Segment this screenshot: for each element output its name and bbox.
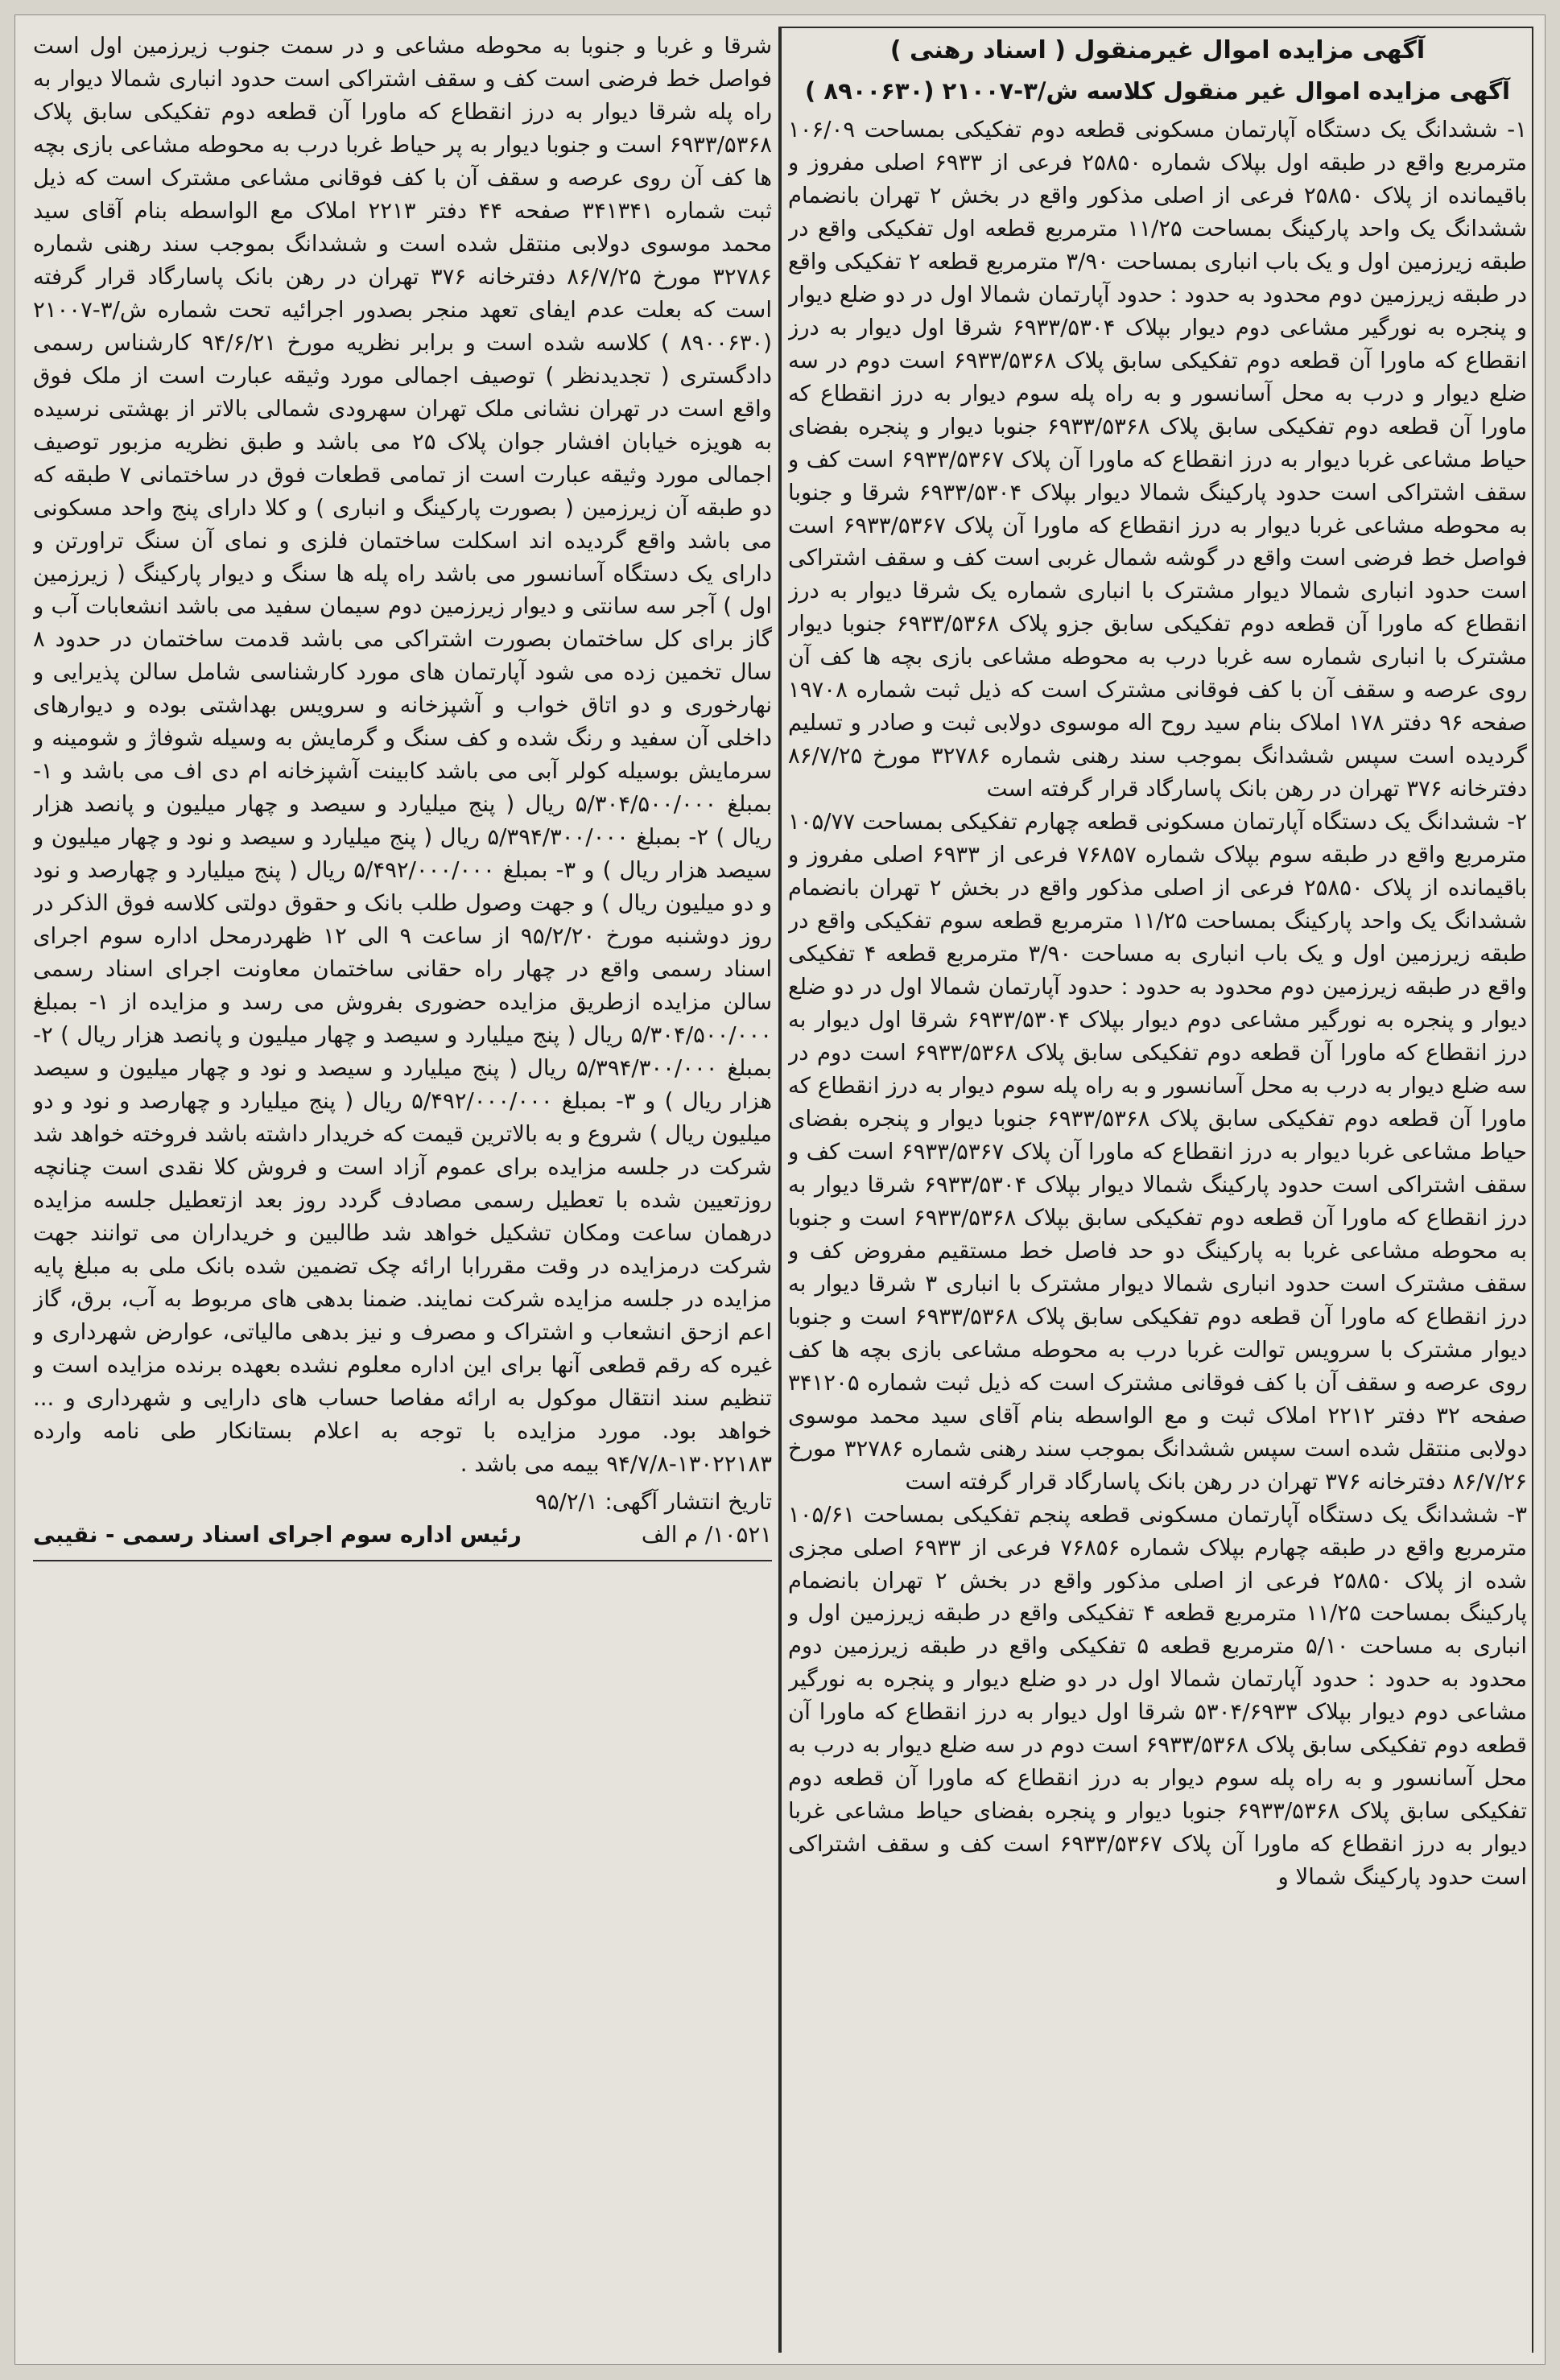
ad-subtitle: آگهی مزایده اموال غیر منقول کلاسه ش/۳-۲۱۰۰۷ (۸۹۰۰۶۳۰ )	[805, 76, 1510, 105]
footer-rule	[33, 1560, 772, 1561]
property-item-2: ۲- ششدانگ یک دستگاه آپارتمان مسکونی قطعه چهارم تفکیکی بمساحت ۱۰۵/۷۷ مترمربع واقع در طبقه سوم بپلاک شماره ۷۶۸۵۷ فرعی از ۶۹۳۳ اصلی مفروز و باقیمانده از پلاک ۲۵۸۵۰ فرعی از اصلی مذکور واقع در بخش ۲ تهران بانضمام ششدانگ یک واحد پارکینگ بمساحت ۱۱/۲۵ مترمربع قطعه سوم تفکیکی واقع در طبقه زیرزمین اول و یک باب انباری به مساحت ۳/۹۰ مترمربع قطعه ۴ تفکیکی واقع در طبقه زیرزمین دوم محدود به حدود : حدود آپارتمان شمالا اول در دو ضلع دیوار و پنجره به نورگیر مشاعی دوم دیوار بپلاک ۶۹۳۳/۵۳۰۴ شرقا اول دیوار به درز انقطاع که ماورا آن قطعه دوم تفکیکی سابق پلاک ۶۹۳۳/۵۳۶۸ است دوم در سه ضلع دیوار به درب به محل آسانسور و به راه پله سوم دیوار به درز انقطاع که ماورا آن قطعه دوم تفکیکی سابق پلاک ۶۹۳۳/۵۳۶۸ جنوبا دیوار و پنجره بفضای حیاط مشاعی غربا دیوار به درز انقطاع که ماورا آن پلاک ۶۹۳۳/۵۳۶۷ است کف و سقف اشتراکی است حدود پارکینگ شمالا دیوار بپلاک ۶۹۳۳/۵۳۰۴ شرقا دیوار به درز انقطاع که ماورا آن قطعه دوم تفکیکی سابق بپلاک ۶۹۳۳/۵۳۶۸ است و جنوبا به محوطه مشاعی غربا به پارکینگ دو حد فاصل خط مستقیم مفروض کف و سقف مشترک است حدود انباری شمالا دیوار مشترک با انباری ۳ شرقا دیوار به درز انقطاع که ماورا آن قطعه دوم تفکیکی سابق پلاک ۶۹۳۳/۵۳۶۸ است و جنوبا دیوار مشترک با سرویس توالت غربا درب به محوطه مشاعی بازی بچه ها کف روی عرصه و سقف آن با کف فوقانی مشترک است که ذیل ثبت شماره ۳۴۱۲۰۵ صفحه ۳۲ دفتر ۲۲۱۲ املاک ثبت و مع الواسطه بنام آقای سید محمد موسوی دولابی منتقل شده است سپس ششدانگ بموجب سند رهنی شماره ۳۲۷۸۶ مورخ ۸۶/۷/۲۶ دفترخانه ۳۷۶ تهران در رهن بانک پاسارگاد قرار گرفته است	[788, 809, 1527, 1495]
ad-footer	[33, 1486, 772, 1561]
right-column	[788, 33, 1527, 2346]
newspaper-clipping	[14, 14, 1546, 2365]
publish-date: تاریخ انتشار آگهی: ۹۵/۲/۱	[535, 1488, 772, 1515]
signature: رئیس اداره سوم اجرای اسناد رسمی - نقیبی	[33, 1521, 522, 1548]
left-column	[33, 30, 772, 2346]
property-item-1: ۱- ششدانگ یک دستگاه آپارتمان مسکونی قطعه دوم تفکیکی بمساحت ۱۰۶/۰۹ مترمربع واقع در طبقه اول بپلاک شماره ۲۵۸۵۰ فرعی از ۶۹۳۳ اصلی مفروز و باقیمانده از پلاک ۲۵۸۵۰ فرعی از اصلی مذکور واقع در بخش ۲ تهران بانضمام ششدانگ یک واحد پارکینگ بمساحت ۱۱/۲۵ مترمربع قطعه اول تفکیکی واقع در طبقه زیرزمین اول و یک باب انباری بمساحت ۳/۹۰ مترمربع قطعه ۲ تفکیکی واقع در طبقه زیرزمین دوم محدود به حدود : حدود آپارتمان شمالا اول در دو ضلع دیوار و پنجره به نورگیر مشاعی دوم دیوار بپلاک ۶۹۳۳/۵۳۰۴ شرقا اول دیوار به درز انقطاع که ماورا آن قطعه دوم تفکیکی سابق پلاک ۶۹۳۳/۵۳۶۸ است دوم در سه ضلع دیوار و درب به محل آسانسور و به راه پله سوم دیوار به درز انقطاع که ماورا آن قطعه دوم تفکیکی سابق پلاک ۶۹۳۳/۵۳۶۸ جنوبا دیوار و پنجره بفضای حیاط مشاعی غربا دیوار به درز انقطاع که ماورا آن پلاک ۶۹۳۳/۵۳۶۷ است کف و سقف اشتراکی است حدود پارکینگ شمالا دیوار بپلاک ۶۹۳۳/۵۳۰۴ شرقا و جنوبا به محوطه مشاعی غربا دیوار به درز انقطاع که ماورا آن پلاک ۶۹۳۳/۵۳۶۷ است فواصل خط فرضی است واقع در گوشه شمال غربی است کف و سقف اشتراکی است حدود انباری شمالا دیوار مشترک با انباری شماره یک شرقا دیوار به درز انقطاع که ماورا آن قطعه دوم تفکیکی سابق جزو پلاک ۶۹۳۳/۵۳۶۸ جنوبا دیوار مشترک با انباری شماره سه غربا درب به محوطه مشاعی بازی بچه ها کف آن روی عرصه و سقف آن با کف فوقانی مشترک است که ذیل ثبت شماره ۱۹۷۰۸ صفحه ۹۶ دفتر ۱۷۸ املاک بنام سید روح اله موسوی دولابی ثبت و صادر و تسلیم گردیده است سپس ششدانگ بموجب سند رهنی شماره ۳۲۷۸۶ مورخ ۸۶/۷/۲۵ دفترخانه ۳۷۶ تهران در رهن بانک پاسارگاد قرار گرفته است	[788, 116, 1527, 802]
ad-code: ۱۰۵۲۱/ م الف	[641, 1521, 772, 1548]
ad-title: آگهی مزایده اموال غیرمنقول ( اسناد رهنی )	[889, 36, 1426, 64]
ad-continuation: شرقا و غربا و جنوبا به محوطه مشاعی و در سمت جنوب زیرزمین اول است فواصل خط فرضی است کف و سقف اشتراکی است حدود انباری شمالا دیوار به راه پله شرقا دیوار به درز انقطاع که ماورا آن قطعه دوم تفکیکی سابق پلاک ۶۹۳۳/۵۳۶۸ است و جنوبا دیوار به پر حیاط غربا درب به محوطه مشاعی بازی بچه ها کف آن روی عرصه و سقف آن با کف فوقانی مشاعی مشترک است که ذیل ثبت شماره ۳۴۱۳۴۱ صفحه ۴۴ دفتر ۲۲۱۳ املاک مع الواسطه بنام آقای سید محمد موسوی دولابی منتقل شده است و ششدانگ بموجب سند رهنی شماره ۳۲۷۸۶ مورخ ۸۶/۷/۲۵ دفترخانه ۳۷۶ تهران در رهن بانک پاسارگاد قرار گرفته است که بعلت عدم ایفای تعهد منجر بصدور اجرائیه تحت شماره ش/۳-۲۱۰۰۷ (۸۹۰۰۶۳۰ ) کلاسه شده است و برابر نظریه مورخ ۹۴/۶/۲۱ کارشناس رسمی دادگستری ( تجدیدنظر ) توصیف اجمالی مورد وثیقه عبارت است از ملک فوق واقع است در تهران نشانی ملک تهران سهرودی شمالی بالاتر از بهشتی نرسیده به هویزه خیابان افشار جوان پلاک ۲۵ می باشد و طبق نظریه مزبور توصیف اجمالی مورد وثیقه عبارت است از تمامی قطعات فوق در ساختمانی ۷ طبقه که دو طبقه آن زیرزمین ( بصورت پارکینگ و انباری ) و کلا دارای پنج واحد مسکونی می باشد واقع گردیده اند اسکلت ساختمان فلزی و نمای آن سنگ تراورتن و دارای یک دستگاه آسانسور می باشد راه پله ها سنگ و دیوار پارکینگ ( زیرزمین اول ) آجر سه سانتی و دیوار زیرزمین دوم سیمان سفید می باشد انشعابات آب و گاز برای کل ساختمان بصورت اشتراکی می باشد قدمت ساختمان در حدود ۸ سال تخمین زده می شود آپارتمان های مورد کارشناسی شامل سالن پذیرایی و نهارخوری و دو اتاق خواب و آشپزخانه و سرویس بهداشتی بوده و دیوارهای داخلی آن سفید و رنگ شده و کف سنگ و گرمایش به وسیله شوفاژ و شومینه و سرمایش بوسیله کولر آبی می باشد کابینت آشپزخانه ام دی اف می باشد و ۱- بمبلغ ۵/۳۰۴/۵۰۰/۰۰۰ ریال ( پنج میلیارد و سیصد و چهار میلیون و پانصد هزار ریال ) ۲- بمبلغ ۵/۳۹۴/۳۰۰/۰۰۰ ریال ( پنج میلیارد و سیصد و نود و چهار میلیون و سیصد هزار ریال ) و ۳- بمبلغ ۵/۴۹۲/۰۰۰/۰۰۰ ریال ( پنج میلیارد و چهارصد و نود و دو میلیون ریال ) و جهت وصول طلب بانک و حقوق دولتی کلاسه فوق الذکر در روز دوشنبه مورخ ۹۵/۲/۲۰ از ساعت ۹ الی ۱۲ ظهردرمحل اداره سوم اجرای اسناد رسمی واقع در چهار راه حقانی ساختمان معاونت اجرای اسناد رسمی سالن مزایده ازطریق مزایده حضوری بفروش می رسد و مزایده از ۱- بمبلغ ۵/۳۰۴/۵۰۰/۰۰۰ ریال ( پنج میلیارد و سیصد و چهار میلیون و پانصد هزار ریال ) ۲- بمبلغ ۵/۳۹۴/۳۰۰/۰۰۰ ریال ( پنج میلیارد و سیصد و نود و چهار میلیون و سیصد هزار ریال ) و ۳- بمبلغ ۵/۴۹۲/۰۰۰/۰۰۰ ریال ( پنج میلیارد و چهارصد و نود و دو میلیون ریال ) شروع و به بالاترین قیمت که خریدار داشته باشد فروخته خواهد شد شرکت در جلسه مزایده برای عموم آزاد است و فروش کلا نقدی است چنانچه روزتعیین شده با تعطیل رسمی مصادف گردد روز بعد ازتعطیل جلسه مزایده درهمان ساعت ومکان تشکیل خواهد شد طالبین و خریداران می توانند جهت شرکت درمزایده در وقت مقررابا ارائه چک تضمین شده بانک ملی به مبلغ پایه مزایده در جلسه مزایده شرکت نمایند. ضمنا بدهی های مربوط به آب، برق، گاز اعم ازحق انشعاب و اشتراک و مصرف و نیز بدهی مالیاتی، عوارض شهرداری و غیره که رقم قطعی آنها برای این اداره معلوم نشده بعهده برنده مزایده است و تنظیم سند انتقال موکول به ارائه مفاصا حساب های دارایی و شهرداری و ... خواهد بود. مورد مزایده با توجه به اعلام بستانکار طی نامه وارده ۱۳۰۲۲۱۸۳-۹۴/۷/۸ بیمه می باشد .	[33, 33, 772, 1477]
property-item-3: ۳- ششدانگ یک دستگاه آپارتمان مسکونی قطعه پنجم تفکیکی بمساحت ۱۰۵/۶۱ مترمربع واقع در طبقه چهارم بپلاک شماره ۷۶۸۵۶ فرعی از ۶۹۳۳ اصلی مجزی شده از پلاک ۲۵۸۵۰ فرعی از اصلی مذکور واقع در بخش ۲ تهران بانضمام پارکینگ بمساحت ۱۱/۲۵ مترمربع قطعه ۴ تفکیکی واقع در طبقه زیرزمین اول و انباری به مساحت ۵/۱۰ مترمربع قطعه ۵ تفکیکی واقع در طبقه زیرزمین دوم محدود به حدود : حدود آپارتمان شمالا اول در دو ضلع دیوار و پنجره به نورگیر مشاعی دوم دیوار بپلاک ۵۳۰۴/۶۹۳۳ شرقا اول دیوار به درز انقطاع که ماورا آن قطعه دوم تفکیکی سابق پلاک ۶۹۳۳/۵۳۶۸ است دوم در سه ضلع دیوار به درب به محل آسانسور و به راه پله سوم دیوار به درز انقطاع که ماورا آن قطعه دوم تفکیکی سابق پلاک ۶۹۳۳/۵۳۶۸ جنوبا دیوار و پنجره بفضای حیاط مشاعی غربا دیوار به درز انقطاع که ماورا آن پلاک ۶۹۳۳/۵۳۶۷ است کف و سقف اشتراکی است حدود پارکینگ شمالا و	[788, 1501, 1527, 1891]
column-divider	[780, 27, 782, 2353]
